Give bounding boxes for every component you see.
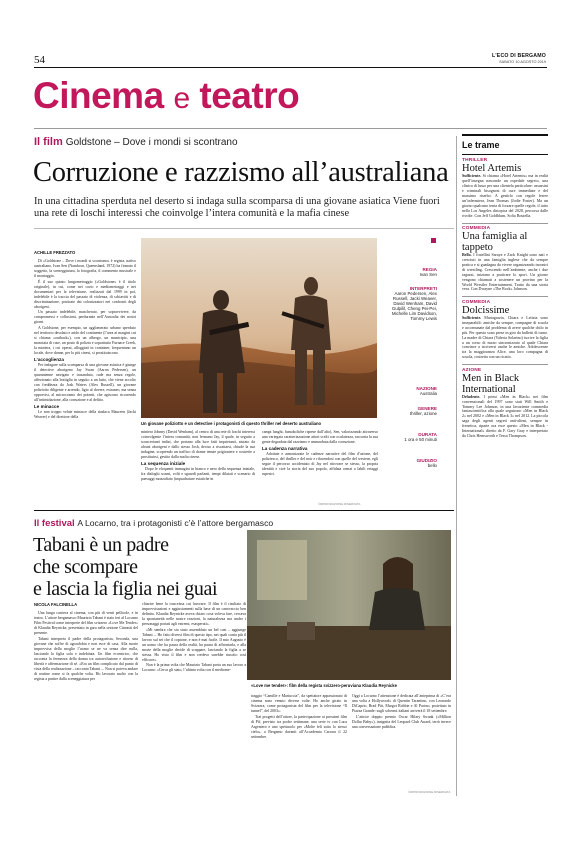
sidebar-item-title: Hotel Artemis	[462, 163, 522, 175]
credit-label: NAZIONE	[416, 386, 437, 391]
sidebar-item-rating: Sufficiente.	[462, 173, 482, 179]
sidebar-item-title: Men in Black International	[462, 372, 520, 395]
section-title-part2: e	[173, 82, 190, 115]
article1-paragraph: Per indagare sulla scomparsa di una giovane asiatica è giunge il detective aborigeno Jay Swan (Aaron Pedersen), un quarantenne navigato e trasandato, rude ma senza regole, affezionato alla bottiglia in seguito a un lutto, che viene accolto con freddezza da Josh Waters (Alex Russell), un giovane poliziotto diligente e arrendo, ligio al dovere, estraneo, ma senza opporvisi, al microcosmo dei potenti, che agiscono ricorrendo all’intimidazione, alla corruzione e al delitto.	[34, 362, 136, 402]
article2-photo	[247, 530, 451, 680]
credit-value: Aaron Pedersen, Alex Russell, Jacki Weaver, David Wenham, David Gulpilil, Cheng Pei-Pei, Michelle Lim Davidson, Tommy Lewis	[391, 291, 437, 321]
credit-value: Ivan Sen	[419, 272, 437, 277]
article2-paragraph: Trai progetti dell’attore, la partecipazione ai prossimi film di Pif, previsto tra poche settimane, una serie tv con Luca Argentero e uno spettacolo per «Molte feli sotto lo stesso cielo», a Bergamo davanti all’Accademia Carrara il 22 settembre.	[251, 714, 347, 739]
sidebar-divider	[456, 136, 457, 796]
credit-giudizio	[383, 458, 437, 468]
article2-headline-line: che scompare	[33, 556, 138, 578]
article2-column-3	[251, 694, 347, 740]
article1-paragraph: A Goldstone, per esempio, un agglomerato urbano sperduto nel territorio desolato e arido del continente (l’area ai margini cui si chiama «outback»), con un albergo, un municipio, una manciata di case, un posto di polizia e soprattutto Furnace Creek, la miniera, i cui operai, alloggiati in container, frequentano un locale, dove donne, per lo più cinesi, si prostituiscono.	[34, 325, 136, 355]
article-divider	[34, 510, 454, 511]
article1-paragraph: campi lunghi, fumaboliche riprese dall’alto), Sen, valorizzando attraverso una variegata caratterizzazione attori scelti con oculatezza, racconta la sua gente degradata dal razzismo e ammorbata dalla corruzione.	[262, 430, 378, 444]
article2-kicker	[34, 518, 273, 529]
article2-column-4	[352, 694, 451, 730]
article1-paragraph: Le non troppo velate minacce della sindaca Maureen (Jacki Weaver) e del direttore della	[34, 409, 136, 419]
article1-paragraph: Di «Goldstone – Dove i mondi si scontrano» è regista, nativo australiano, Ivan Sen (Nambour, Queensland, 1972) ha firmato il soggetto, la sceneggiatura, la fotografia, il commento musicale e il montaggio.	[34, 259, 136, 278]
article2-paragraph: Oggi a Locarno l’attenzione è dedicata all’anteprima di «C’era una volta a Hollywood» di Quentin Tarantino, con Leonardo DiCaprio, Brad Pitt, Margot Robbie e Al Pacino, proiettato in Piazza Grande: sugli schermi italiani arriverà il 18 settembre.	[352, 694, 451, 713]
article2-headline-line: e lascia la figlia nei guai	[33, 578, 218, 600]
credit-value: 1 ora e 50 minuti	[404, 437, 437, 442]
sidebar	[462, 134, 548, 439]
article1-photo	[141, 238, 377, 418]
article1-subhead: La sequenza iniziale	[141, 461, 186, 466]
article2-paragraph: chiarire bene la trasceissa cui lavorare. Il film è il risultato di improvvisazioni e aggiustamenti sulla base di un canovaccio ben definito. Klaudia Reynicke aveva chiaro cosa voleva fare, cercava la spontaneità nelle nostre reazioni, la naturalezza ma anche i personaggi portati agli estremi, esasperati».	[142, 602, 246, 626]
article2-column-2	[142, 602, 246, 674]
credit-label: GIUDIZIO	[416, 458, 437, 463]
sidebar-item-text	[462, 395, 548, 439]
article1-column-2	[141, 430, 255, 483]
sidebar-item-genre: COMMEDIA	[462, 299, 491, 305]
sidebar-item-genre: AZIONE	[462, 367, 482, 373]
newspaper-name: L'ECO DI BERGAMO	[491, 53, 546, 59]
article2-column-1	[34, 602, 138, 682]
article2-kicker-label: Il festival	[34, 518, 75, 529]
article2-paragraph: traggio “Camille e Mariuccia”, da spettatore appassionato di cinema sono venuto diverse volte. Ho anche girato in Svizzera, come protagonista del film per la televisione “Il tunnel”, del 2003».	[251, 694, 347, 713]
section-title	[33, 76, 299, 119]
article1-byline: ACHILLE FREZZATO	[34, 250, 76, 255]
sidebar-item-text	[462, 253, 548, 292]
credit-label: REGIA	[422, 267, 437, 272]
credit-label: GENERE	[417, 406, 437, 411]
article1-subhead: L’accoglienza	[34, 356, 64, 362]
article2-paragraph: Tabani interpreta il padre della protagonista, Seconda, una giovane che soffre di agorafobia e non esce di casa. Alla morte improvvisa della moglie l’uomo se ne va senza dire nulla, lasciando la figlia sola e indebitata. Un film eccentrico, che racconta la fermezza della donna tra autoreclusione e ritorno di libertà e affermazione di sé. «Era un film complicato dal punto di vista della realizzazione – racconta Tabani –. Non si poteva andare di routine come si fa qualche volta. Ho lavorato molto con la regista a partire dalla sceneggiatura per	[34, 636, 138, 681]
article2-headline	[33, 534, 233, 600]
sidebar-item-rating: Deludente.	[462, 393, 481, 399]
desert-scene-image	[141, 238, 377, 418]
article2-byline: NICOLA FALCINELLA	[34, 602, 78, 607]
article1-headline: Corruzione e razzismo all’australiana	[33, 157, 449, 188]
issue-date: SABATO 10 AGOSTO 2019	[499, 60, 546, 64]
header-rule	[34, 67, 547, 68]
article2-paragraph: Una lunga carriera al cinema, con più di venti pellicole, e in teatro. L’attore bergamasco Maurizio Tabani è stato ieri al Locarno Film Festival come interprete del film svizzero «Love Me Tender» di Klaudia Reynicke, presentato in gara nella sezione Cineasti del presente.	[34, 611, 139, 635]
interior-scene-image	[247, 530, 451, 680]
article1-kicker	[34, 136, 238, 148]
sidebar-item-men-in-black	[462, 368, 548, 439]
sidebar-item-rating: Sufficiente.	[462, 314, 482, 320]
credit-value: Australia	[419, 391, 437, 396]
article1-paragraph: Un passato indelebile, mascherato, per sopravvivere, da compromessi e collusioni, perdurante nell’Australia dei nostri giorni.	[34, 310, 136, 325]
sidebar-item-text	[462, 174, 548, 218]
section-title-part1: Cinema	[33, 75, 164, 116]
credit-interpreti	[383, 286, 437, 321]
article1-paragraph: Dopo le eloquenti immagini in bianco e nero della sequenza iniziale, fra dialoghi scarni, volti e sguardi parlanti, tempi dilatati e scenario di paesaggi mozzafiato (inquadrature estatiche in	[141, 467, 255, 481]
article2-paragraph: L’attrice doppio premio Oscar Hilary Swank («Million Dollar Baby»), insignita del Leopard Club Award, terrà invece una conversazione pubblica.	[352, 714, 451, 729]
article2-paragraph: «Mi sembra che sia stato assemblato un bel cast – aggiunge Tabani –. Ho fatto diversi film di questo tipo, nei quali conta più il lavoro sul set che il copione, e non è mai facile. Il mio Augusto è un uomo che ha paura della realtà, ha paura di affrontarla, e alla morte della moglie decide di scappare, lasciando la figlia a se stessa. Ho visto il film e non credevo sarebbe riuscito così efficace».	[142, 627, 246, 662]
article1-paragraph: È il suo quinto lungometraggio («Goldstone» è il titolo originale), in cui, come nei corto e mediometraggi e nei documentari per la televisione, realizzati dal 1999 in poi, indelebile è la traccia del passato di violenza, di schiavitù e di discriminazione, praticate dai colonizzatori nei confronti degli aborigeni.	[34, 279, 136, 309]
section-title-rule	[34, 128, 547, 129]
sidebar-item-rating: Bello.	[462, 252, 472, 258]
credit-label: DURATA	[418, 432, 437, 437]
sidebar-item-title: Dolcissime	[462, 304, 510, 316]
sidebar-title: Le trame	[462, 139, 500, 150]
article1-paragraph: Adottate e armonizzate le cadenze narrative del film d’azione, del poliziesco, del thriller e del noir e rifacendosi con quelle del western, egli segue il percorso accidentato di Jay nel ritrovare se stesso, la propria identità e cioè la storia del suo popolo, affidata ormai a labili retaggi rupestri.	[262, 452, 378, 476]
article2-headline-line: Tabani è un padre	[33, 534, 169, 556]
article2-copyright: ©RIPRODUZIONE RISERVATA	[408, 790, 451, 794]
sidebar-item-text	[462, 316, 548, 360]
sidebar-item-hotel-artemis	[462, 158, 548, 218]
sidebar-item-title: Una famiglia al tappeto	[462, 231, 528, 254]
article1-kicker-label: Il film	[34, 136, 63, 148]
article1-column-1	[34, 250, 136, 420]
sidebar-top-rule	[462, 134, 548, 136]
credit-value: thriller, azione	[409, 411, 437, 416]
sidebar-item-genre: COMMEDIA	[462, 226, 491, 232]
article1-kicker-text: Goldstone – Dove i mondi si scontrano	[65, 137, 238, 148]
article2-photo-caption: «Love me tender»: film della regista svizzero-peruviana Klaudia Reynicke	[251, 683, 397, 688]
article1-paragraph: miniera Johnny (David Wenham), al centro di una rete di loschi interessi coinvolgente l’intera comunità, non fermano Jay, il quale, in seguito a sconcertanti indizi, che portano alla luce fatti inquietanti, aiutato da alcuni aborigeni e dallo stesso Josh, deciso a riscattarsi, chiude la sua indagine, scoprendo un traffico di donne tenute prigioniere e costrette a prostituirsi, gestito dalla mafia cinese.	[141, 430, 255, 459]
page-number: 54	[34, 54, 45, 66]
credit-label: INTERPRETI	[409, 286, 437, 291]
article1-subhead: La cadenza narrativa	[262, 446, 308, 451]
sidebar-item-body: I primi «Men in Black» nei film convenzionali del 1997 sono stati Will Smith e Tommy Lee Johnson, in una lavaziente commedia fantascientifica alla quale seguirono «Men in Black 2» nel 2002 e «Men in Black 3» nel 2012. La piccola saga degli agenti segreti anti-alieni, sempre in frenetica, riparte ora esce questo «Men in Black - International» diretto da F. Gary Gray e interpretato da Chris Hemsworth e Tessa Thompson.	[462, 393, 549, 438]
article1-column-3	[262, 430, 378, 478]
sidebar-item-dolcissime	[462, 300, 548, 360]
article1-photo-caption: Un giovane poliziotto e un detective i protagonisti di questo thriller nel deserto australiano	[141, 421, 322, 426]
sidebar-item-genre: THRILLER	[462, 158, 488, 164]
credit-genere	[383, 406, 437, 416]
credit-value: bello	[427, 463, 437, 468]
article1-copyright: ©RIPRODUZIONE RISERVATA	[318, 502, 361, 506]
article1-subhead: Le minacce	[34, 403, 60, 409]
sidebar-item-body: Mariagrazia, Chiara e Letizia sono inseparabili: amiche da sempre, compagne di scuola e accomunate dal problema di avere qualche chilo in più. Per questo sono prese in giro da bulletti di turno. La madre di Chiara (Valeria Solarino) iscrive la figlia a un corso di nuoto sincronizzato al quale Chiara convince a iscriversi anche le amiche. Adolescenze tra la maggioranza Alice, una loro compagna di scuola, costretta con un ricatto.	[462, 314, 549, 360]
sidebar-item-body: I fratellini Saraya e Zack Knight sono nati e cresciuti in una famiglia inglese che da sempre pratica e si guadagna da vivere organizzando incontri di wrestling. Crescendo nell’ambiente, anche i due ragazzi, iniziano a praticare lo sport. Un giorno vengono chiamati a sostenere un provino per la World Wrestler Entertainment. Tratto da una storia vera. Con Dwayne «The Rock» Johnson.	[462, 252, 549, 292]
article1-standfirst: In una cittadina sperduta nel deserto si indaga sulla scomparsa di una giovane asiatica Viene fuori una rete di loschi interessi che coinvolge l’intera comunità e la mafia cinese	[34, 196, 440, 220]
article2-paragraph: Non è la prima volta che Maurizio Tabani porta un suo lavoro a Locarno: «Cerca gli stato, l’ultima volta con il mediome-	[142, 663, 246, 673]
article2-kicker-text: A Locarno, tra i protagonisti c’è l’attore bergamasco	[77, 518, 274, 528]
section-title-part3: teatro	[199, 75, 300, 116]
sidebar-item-famiglia	[462, 226, 548, 292]
article1-rule	[34, 228, 454, 229]
credits-marker	[431, 238, 436, 243]
credit-nazione	[383, 386, 437, 396]
credit-durata	[383, 432, 437, 442]
sidebar-item-body: Si chiama «Hotel Artemis» ma in realtà quell’insegna nasconde un ospedale segreto, una clinica di lusso per una clientela particolare: assassini e criminali bisognosi di cure immediate e del massimo riserbo. A gestirlo con regole ferree un’infermiera, Jean Thomas (Jodie Foster). Ma un giorno qualcuno tenta di forzare quelle regole, il tutto nella Los Angeles distopica del 2028, percorsa dalle rivolte. Con Jeff Goldblum, Sofia Boutella.	[462, 173, 548, 218]
credit-regia	[383, 267, 437, 277]
